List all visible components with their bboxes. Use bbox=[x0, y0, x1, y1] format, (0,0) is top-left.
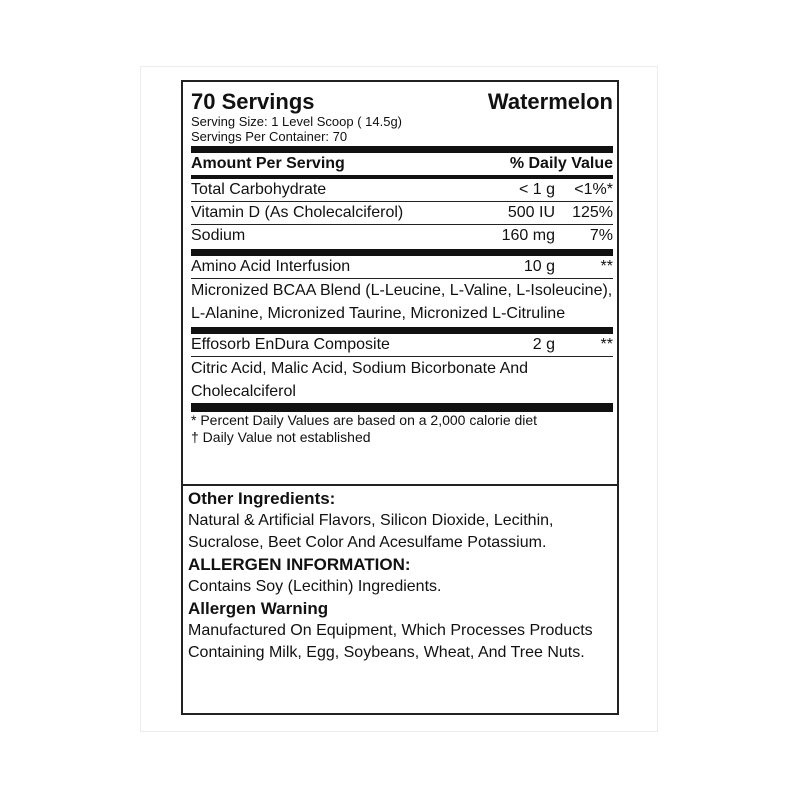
table-row bbox=[191, 179, 613, 201]
thick-divider bbox=[191, 146, 613, 153]
thick-divider bbox=[191, 327, 613, 334]
allergen-warning-title: Allergen Warning bbox=[188, 599, 329, 618]
supplement-facts-label bbox=[181, 80, 619, 715]
section-divider bbox=[183, 484, 617, 486]
blend-name: Effosorb EnDura Composite bbox=[191, 336, 390, 353]
other-ingredients-text: Natural & Artificial Flavors, Silicon Dioxide, Lecithin, Sucralose, Beet Color And Acesulfame Potassium. bbox=[188, 512, 554, 551]
blend-row bbox=[191, 334, 613, 356]
other-ingredients-title: Other Ingredients: bbox=[188, 489, 336, 508]
thick-divider bbox=[191, 403, 613, 412]
facts-panel bbox=[191, 90, 613, 446]
nutrient-name: Vitamin D (As Cholecalciferol) bbox=[191, 204, 404, 221]
nutrient-amount: 160 mg bbox=[501, 227, 555, 244]
nutrient-dv: <1%* bbox=[574, 181, 613, 198]
blend-dv: ** bbox=[600, 258, 613, 275]
nutrient-name: Sodium bbox=[191, 227, 246, 244]
ingredients-section bbox=[188, 488, 614, 664]
nutrient-amount: < 1 g bbox=[518, 181, 555, 198]
table-header bbox=[191, 153, 613, 175]
flavor-name: Watermelon bbox=[487, 89, 613, 114]
table-row bbox=[191, 225, 613, 247]
percent-footnote: * Percent Daily Values are based on a 2,000 calorie diet bbox=[191, 412, 538, 428]
nutrient-name: Total Carbohydrate bbox=[191, 181, 327, 198]
serving-size: Serving Size: 1 Level Scoop ( 14.5g) bbox=[191, 114, 403, 129]
blend-dv: ** bbox=[600, 336, 613, 353]
blend-row bbox=[191, 256, 613, 278]
title-row bbox=[191, 90, 613, 114]
dagger-footnote: † Daily Value not established bbox=[191, 429, 371, 445]
nutrient-dv: 125% bbox=[572, 204, 613, 221]
blend-ingredients: Micronized BCAA Blend (L-Leucine, L-Valine, L-Isoleucine), L-Alanine, Micronized Taurine, Micronized L-Citruline bbox=[191, 282, 613, 322]
blend-ingredients: Citric Acid, Malic Acid, Sodium Bicorbonate And Cholecalciferol bbox=[191, 360, 529, 400]
amount-per-serving-header: Amount Per Serving bbox=[191, 155, 345, 172]
daily-value-header: % Daily Value bbox=[509, 155, 613, 172]
allergen-info-text: Contains Soy (Lecithin) Ingredients. bbox=[188, 578, 442, 595]
servings-per-container: Servings Per Container: 70 bbox=[191, 129, 348, 144]
blend-name: Amino Acid Interfusion bbox=[191, 258, 351, 275]
allergen-warning-text: Manufactured On Equipment, Which Processes Products Containing Milk, Egg, Soybeans, Wheat, And Tree Nuts. bbox=[188, 622, 593, 661]
blend-amount: 2 g bbox=[532, 336, 555, 353]
servings-title: 70 Servings bbox=[191, 89, 315, 114]
nutrient-dv: 7% bbox=[589, 227, 613, 244]
table-row bbox=[191, 202, 613, 224]
nutrient-amount: 500 IU bbox=[507, 204, 555, 221]
allergen-info-title: ALLERGEN INFORMATION: bbox=[188, 555, 411, 574]
blend-amount: 10 g bbox=[523, 258, 555, 275]
thick-divider bbox=[191, 249, 613, 256]
